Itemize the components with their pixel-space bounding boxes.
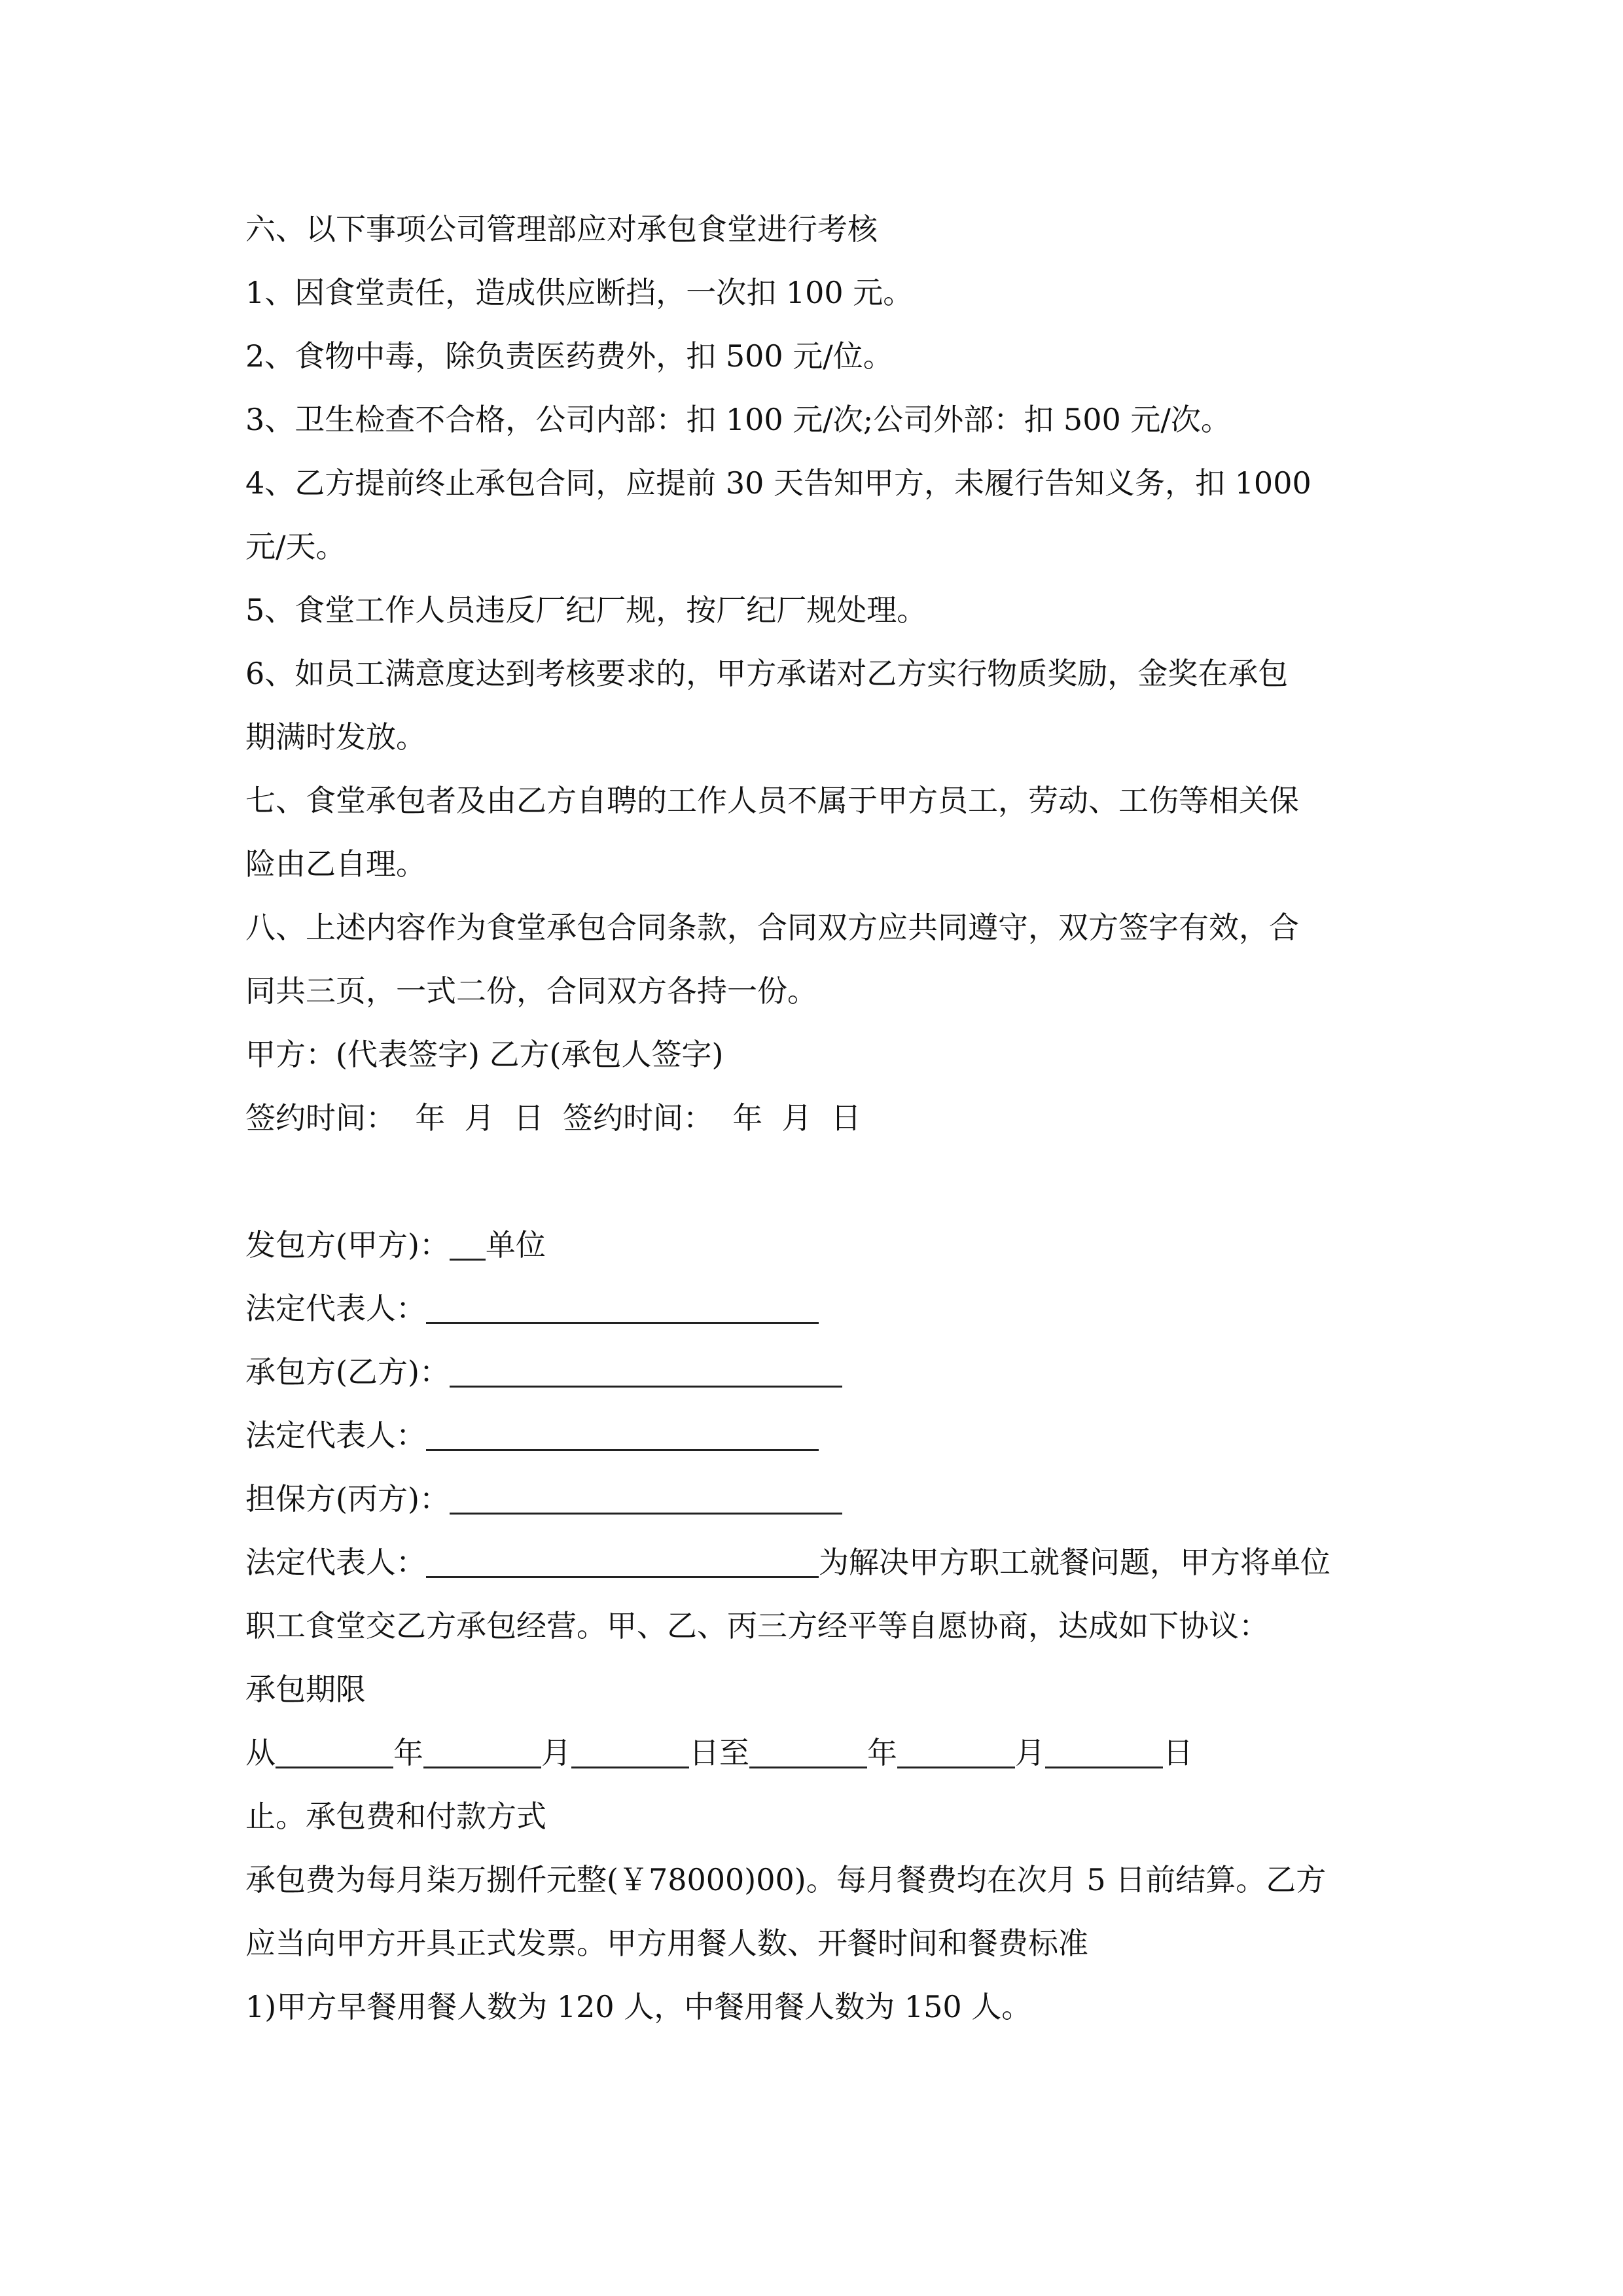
issuer-line bbox=[245, 1225, 546, 1265]
contractor-line bbox=[245, 1352, 842, 1391]
signature-date-line: 签约时间： 年 月 日 签约时间： 年 月 日 bbox=[245, 1100, 861, 1136]
term-end-line: 止。承包费和付款方式 bbox=[245, 1799, 546, 1834]
section-8-line2: 同共三页，一式二份，合同双方各持一份。 bbox=[245, 973, 817, 1009]
signature-parties: 甲方：(代表签字) 乙方(承包人签字) bbox=[245, 1037, 724, 1072]
clause-6-4-line1: 4、乙方提前终止承包合同，应提前 30 天告知甲方，未履行告知义务，扣 1000 bbox=[245, 465, 1311, 501]
clause-6-5: 5、食堂工作人员违反厂纪厂规，按厂纪厂规处理。 bbox=[245, 592, 927, 628]
fee-line-1: 承包费为每月柒万捌仟元整(￥78000)00)。每月餐费均在次月 5 日前结算。乙方 bbox=[245, 1862, 1327, 1897]
term-from-month-blank bbox=[423, 1764, 541, 1768]
clause-6-1: 1、因食堂责任，造成供应断挡，一次扣 100 元。 bbox=[245, 275, 914, 310]
term-to-year-blank bbox=[749, 1764, 867, 1768]
section-8-line1: 八、上述内容作为食堂承包合同条款，合同双方应共同遵守，双方签字有效，合 bbox=[245, 910, 1299, 945]
term-to-day-blank bbox=[1045, 1764, 1163, 1768]
section-7-line2: 险由乙自理。 bbox=[245, 846, 426, 882]
clause-6-2: 2、食物中毒，除负责医药费外，扣 500 元/位。 bbox=[245, 338, 893, 374]
term-from-day-blank bbox=[571, 1764, 689, 1768]
legal-rep-label-3: 法定代表人： bbox=[245, 1545, 426, 1580]
section-6-heading: 六、以下事项公司管理部应对承包食堂进行考核 bbox=[245, 211, 878, 247]
clause-6-6-line2: 期满时发放。 bbox=[245, 719, 426, 755]
legal-rep-line-2 bbox=[245, 1416, 819, 1455]
term-day-2: 日 bbox=[1163, 1735, 1193, 1770]
term-day-to: 日至 bbox=[689, 1735, 749, 1770]
term-year-2: 年 bbox=[867, 1735, 897, 1770]
intro-tail: 为解决甲方职工就餐问题，甲方将单位 bbox=[819, 1545, 1330, 1580]
term-year: 年 bbox=[393, 1735, 423, 1770]
term-from: 从 bbox=[245, 1735, 276, 1770]
contractor-label: 承包方(乙方)： bbox=[245, 1354, 450, 1390]
clause-6-3: 3、卫生检查不合格，公司内部：扣 100 元/次;公司外部：扣 500 元/次。 bbox=[245, 402, 1231, 437]
diners-line: 1)甲方早餐用餐人数为 120 人，中餐用餐人数为 150 人。 bbox=[245, 1989, 1032, 2024]
legal-rep-label-1: 法定代表人： bbox=[245, 1291, 426, 1326]
term-from-year-blank bbox=[276, 1764, 393, 1768]
fee-line-2: 应当向甲方开具正式发票。甲方用餐人数、开餐时间和餐费标准 bbox=[245, 1926, 1088, 1961]
clause-6-6-line1: 6、如员工满意度达到考核要求的，甲方承诺对乙方实行物质奖励，金奖在承包 bbox=[245, 656, 1289, 691]
term-month: 月 bbox=[541, 1735, 571, 1770]
legal-rep-blank-2 bbox=[426, 1446, 819, 1451]
term-heading: 承包期限 bbox=[245, 1672, 366, 1707]
legal-rep-label-2: 法定代表人： bbox=[245, 1418, 426, 1453]
intro-line-2: 职工食堂交乙方承包经营。甲、乙、丙三方经平等自愿协商，达成如下协议： bbox=[245, 1608, 1269, 1643]
legal-rep-blank-3 bbox=[426, 1573, 819, 1578]
section-7-line1: 七、食堂承包者及由乙方自聘的工作人员不属于甲方员工，劳动、工伤等相关保 bbox=[245, 783, 1299, 818]
clause-6-4-line2: 元/天。 bbox=[245, 529, 346, 564]
term-month-2: 月 bbox=[1015, 1735, 1045, 1770]
term-date-line bbox=[245, 1733, 1193, 1772]
issuer-label: 发包方(甲方)： bbox=[245, 1227, 450, 1263]
contractor-blank bbox=[450, 1383, 842, 1388]
legal-rep-line-3 bbox=[245, 1543, 1330, 1582]
guarantor-blank bbox=[450, 1510, 842, 1515]
issuer-suffix: 单位 bbox=[485, 1227, 546, 1263]
guarantor-line bbox=[245, 1479, 842, 1518]
issuer-blank bbox=[450, 1256, 486, 1261]
term-to-month-blank bbox=[897, 1764, 1015, 1768]
legal-rep-blank-1 bbox=[426, 1319, 819, 1324]
guarantor-label: 担保方(丙方)： bbox=[245, 1481, 450, 1516]
legal-rep-line-1 bbox=[245, 1289, 819, 1328]
